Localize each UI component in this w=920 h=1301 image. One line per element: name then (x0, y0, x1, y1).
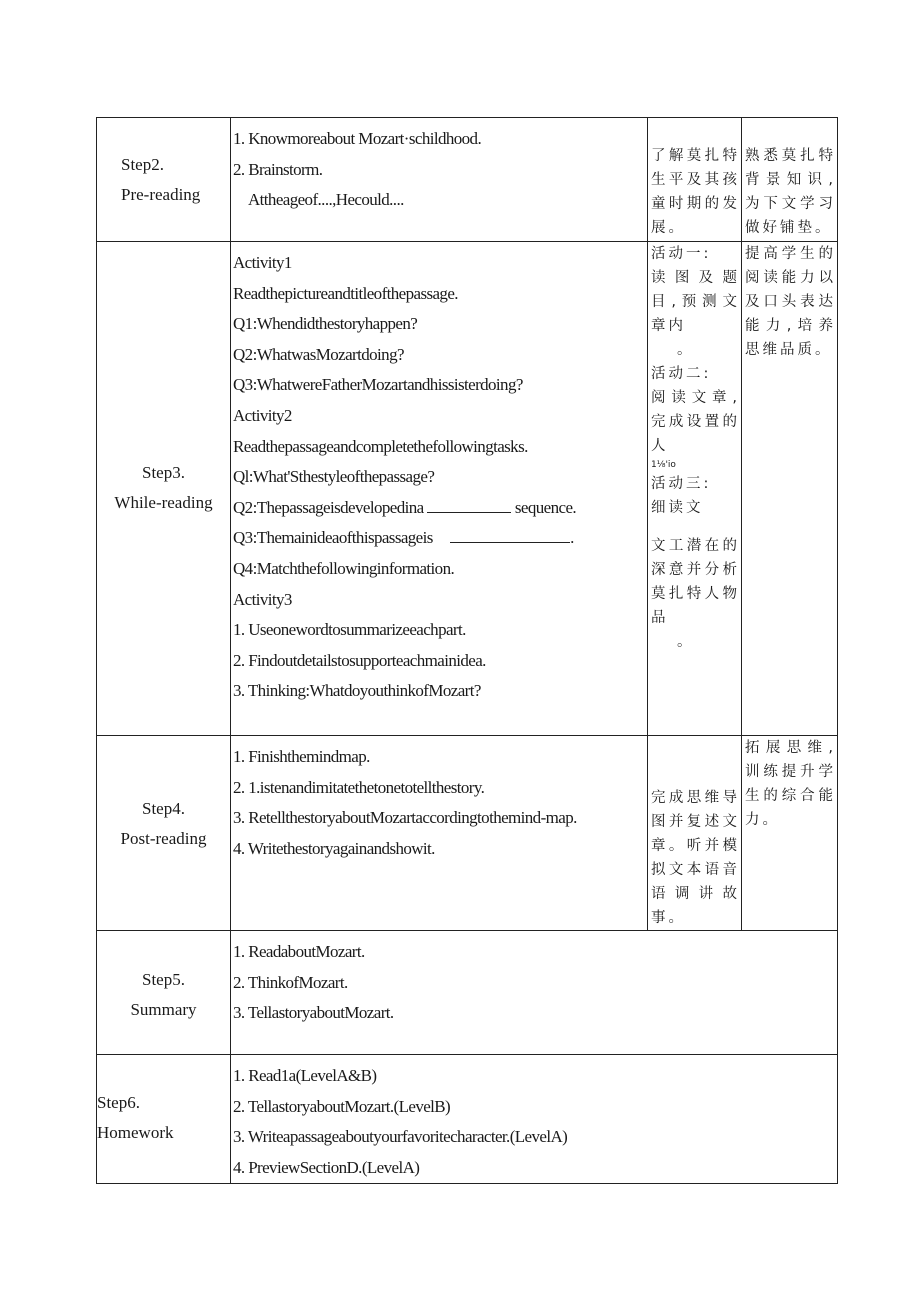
content-line: Q4:Matchthefollowinginformation. (233, 558, 455, 578)
activity-text: 活动二: (651, 366, 712, 382)
content-line: 3. Writeapassageaboutyourfavoritecharacter.(LevelA) (233, 1127, 568, 1147)
activity-text: 活动一: (651, 246, 712, 262)
question-text: . (570, 528, 574, 548)
aim-cell (742, 118, 838, 242)
content-line (233, 493, 647, 524)
step-cell (97, 1055, 231, 1184)
activity-text: 1⅛'io (651, 460, 676, 470)
activity-text: 读图及题目,预测文章内 (651, 270, 740, 334)
content-line: Activity2 (233, 405, 292, 425)
content-line: 4. Writethestoryagainandshowit. (233, 838, 435, 858)
table-row-homework (97, 1055, 838, 1184)
step-name: Post-reading (120, 829, 207, 848)
content-line: 1. ReadaboutMozart. (233, 942, 365, 961)
content-line: 3. Thinking:WhatdoyouthinkofMozart? (233, 681, 481, 701)
content-line: Ql:What'Sthestyleofthepassage? (233, 467, 435, 487)
content-line: Q2:WhatwasMozartdoing? (233, 344, 404, 364)
step-number: Step6. (97, 1093, 140, 1112)
activity-text: 阅读文章,完成设置的人 (651, 390, 740, 454)
activity-text: 文工潜在的深意并分析莫扎特人物品 (651, 538, 740, 626)
content-line: 4. PreviewSectionD.(LevelA) (233, 1157, 420, 1177)
question-text: Q2:Thepassageisdevelopedina (233, 497, 424, 517)
step-name: While-reading (114, 493, 213, 512)
table-row-post-reading (97, 736, 838, 931)
content-line (233, 523, 647, 554)
answer-blank (450, 528, 570, 543)
activity-cell (648, 118, 742, 242)
activity-text: 活动三: (651, 476, 712, 492)
step-cell (97, 242, 231, 736)
content-cell (231, 931, 838, 1055)
step-cell (97, 118, 231, 242)
aim-text: 拓展思维,训练提升学生的综合能力。 (745, 740, 836, 828)
content-line: Readthepassageandcompletethefollowingtasks. (233, 436, 528, 456)
answer-blank (427, 498, 511, 513)
content-line: 2. TellastoryaboutMozart.(LevelB) (233, 1096, 451, 1116)
content-line: Activity1 (233, 253, 292, 272)
content-line: 1. Read1a(LevelA&B) (233, 1066, 377, 1085)
step-cell (97, 736, 231, 931)
step-name: Pre-reading (121, 185, 201, 204)
step-number: Step2. (121, 155, 164, 174)
content-line: Activity3 (233, 589, 292, 609)
activity-text: 细读文 (651, 500, 704, 516)
aim-text: 提高学生的阅读能力以及口头表达能力,培养思维品质。 (745, 246, 836, 358)
table-row-while-reading (97, 242, 838, 736)
content-cell (231, 242, 648, 736)
activity-text: 。 (677, 342, 695, 358)
content-line: Q1:Whendidthestoryhappen? (233, 314, 418, 334)
step-number: Step3. (142, 463, 185, 482)
step-number: Step4. (142, 799, 185, 818)
step-cell (97, 931, 231, 1055)
table-row-summary (97, 931, 838, 1055)
content-cell (231, 118, 648, 242)
content-line: 3. TellastoryaboutMozart. (233, 1003, 394, 1023)
content-line: 1. Useonewordtosummarizeeachpart. (233, 620, 466, 640)
content-line: 1. Knowmoreabout Mozart·schildhood. (233, 129, 482, 148)
step-name: Summary (130, 1000, 197, 1019)
content-line: Attheageof....,Hecould.... (248, 190, 404, 210)
step-number: Step5. (142, 970, 185, 989)
content-line: 2. Findoutdetailstosupporteachmainidea. (233, 650, 486, 670)
question-text: sequence. (514, 497, 577, 517)
aim-cell (742, 736, 838, 931)
content-line: 3. RetellthestoryaboutMozartaccordingtothemind-map. (233, 808, 577, 828)
aim-text: 熟悉莫扎特背景知识,为下文学习做好铺垫。 (745, 148, 836, 236)
content-cell (231, 736, 648, 931)
lesson-plan-table (96, 117, 838, 1184)
table-row-pre-reading (97, 118, 838, 242)
question-text: Q3:Themainideaofthispassageis (233, 528, 433, 548)
content-line: Q3:WhatwereFatherMozartandhissisterdoing? (233, 375, 523, 395)
activity-cell (648, 736, 742, 931)
aim-cell (742, 242, 838, 736)
content-line: 1. Finishthemindmap. (233, 747, 370, 766)
activity-text: 。 (677, 634, 695, 650)
content-line: 2. 1.istenandimitatethetonetotellthestory. (233, 777, 485, 797)
content-line: 2. ThinkofMozart. (233, 972, 348, 992)
content-line: 2. Brainstorm. (233, 159, 323, 179)
activity-text: 了解莫扎特生平及其孩童时期的发展。 (651, 148, 740, 236)
content-line: Readthepictureandtitleofthepassage. (233, 283, 458, 303)
activity-cell (648, 242, 742, 736)
content-cell (231, 1055, 838, 1184)
activity-text: 完成思维导图并复述文章。听并模拟文本语音语调讲故事。 (651, 790, 740, 926)
step-name: Homework (97, 1123, 174, 1142)
